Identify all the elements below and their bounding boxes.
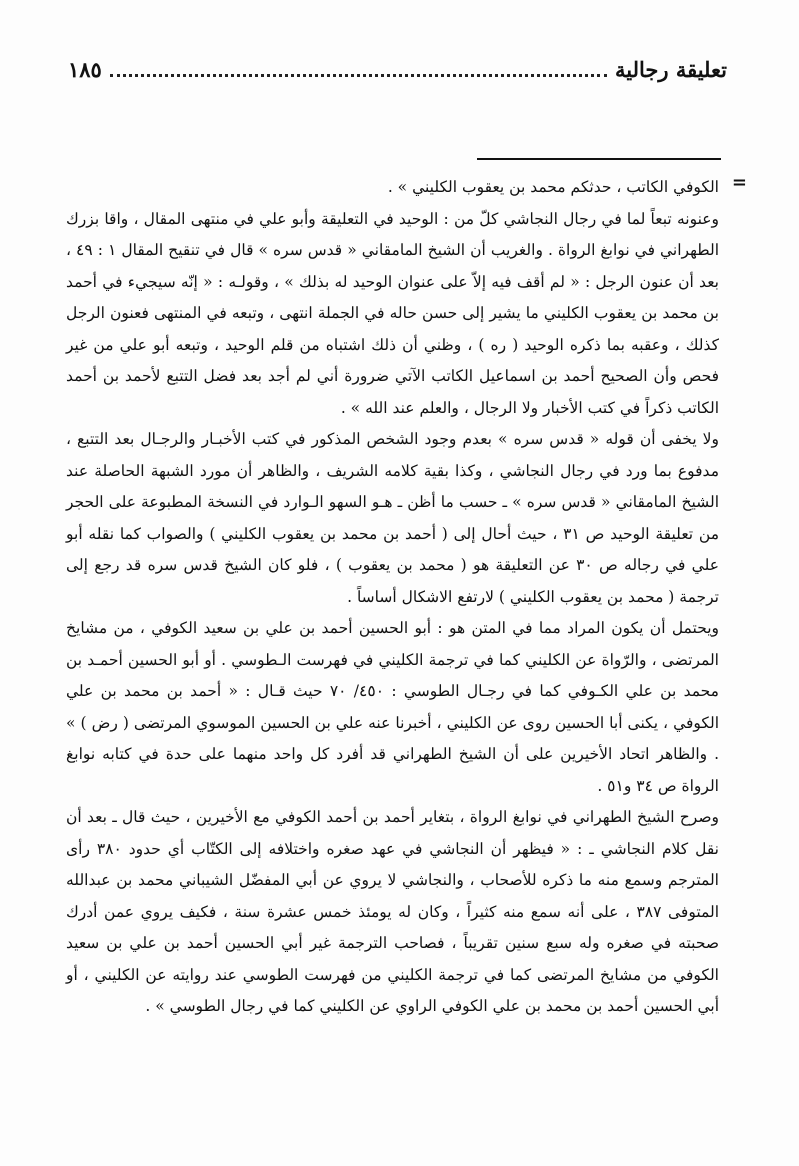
footnote-paragraph: ويحتمل أن يكون المراد مما في المتن هو : أبو الحسين أحمد بن علي بن سعيد الكوفي ، من مشايخ المرتضى ، والرّواة عن الكليني كما في ترجمة الكليني في فهرست الـطوسي . أو أبو الحسين أحمـد بن محمد بن علي الكـوفي كما في رجـال الطوسي : ٤٥٠/ ٧٠ حيث قـال : « أحمد بن محمد بن علي الكوفي ، يكنى أبا الحسين روى عن الكليني ، أخبرنا عنه علي بن الحسين الموسوي المرتضى ( رض ) » . والظاهر اتحاد الأخيرين على أن الشيخ الطهراني قد أفرد كل واحد منهما على حدة في كتابه نوابغ الرواة ص ٣٤ و٥١ . [66, 619, 719, 795]
footnote-paragraph: الكوفي الكاتب ، حدثكم محمد بن يعقوب الكليني » . [387, 178, 719, 196]
page-header [68, 52, 727, 86]
footnote-paragraph: وعنونه تبعاً لما في رجال النجاشي كلّ من : الوحيد في التعليقة وأبو علي في منتهى المقال ، واقا بزرك الطهراني في نوابغ الرواة . والغريب أن الشيخ المامقاني « قدس سره » قال في تنقيح المقال ١ : ٤٩ ، بعد أن عنون الرجل : « لم أقف فيه إلاّ على عنوان الوحيد له بذلك » ، وقولـه : « إنّه سيجيء في أحمد بن محمد بن يعقوب الكليني ما يشير إلى حسن حاله في الجملة انتهى ، وتبعه في المنتهى فعنون الرجل كذلك ، وعقبه بما ذكره الوحيد ( ره ) ، وظني أن ذلك اشتباه من قلم الوحيد ، وتبعه أبو علي من غير فحص وأن الصحيح أحمد بن اسماعيل الكاتب الآتي ضرورة أني لم أجد بعد فضل التتبع لأحمد بن أحمد الكاتب ذكراً في كتب الأخبار ولا الرجال ، والعلم عند الله » . [66, 209, 719, 417]
footnote-paragraph: وصرح الشيخ الطهراني في نوابغ الرواة ، بتغاير أحمد بن أحمد الكوفي مع الأخيرين ، حيث قال ـ بعد أن نقل كلام النجاشي ـ : « فيظهر أن النجاشي في عهد صغره واختلافه إلى الكتّاب أي حدود ٣٨٠ رأى المترجم وسمع منه ما ذكره للأصحاب ، والنجاشي لا يروي عن أبي المفضّل الشيباني محمد بن عبدالله المتوفى ٣٨٧ ، على أنه سمع منه كثيراً ، وكان له يومئذ خمس عشرة سنة ، فكيف يروي عمن أدرك صحبته في صغره وله سبع سنين تقريباً ، فصاحب الترجمة غير أبي الحسين أحمد بن علي بن سعيد الكوفي من مشايخ المرتضى كما في ترجمة الكليني من فهرست الطوسي عند روايته عن الكليني ، أو أبي الحسين أحمد بن محمد بن علي الكوفي الراوي عن الكليني كما في رجال الطوسي » . [66, 808, 719, 1015]
dotted-leader [110, 70, 607, 77]
running-title: تعليقة رجالية [615, 56, 727, 82]
footnote-paragraph: ولا يخفى أن قوله « قدس سره » بعدم وجود الشخص المذكور في كتب الأخبـار والرجـال بعد التتبع ، مدفوع بما ورد في رجال النجاشي ، وكذا بقية كلامه الشريف ، والظاهر أن مورد الشبهة الحاصلة عند الشيخ المامقاني « قدس سره » ـ حسب ما أظن ـ هـو السهو الـوارد في النسخة المطبوعة على الحجر من تعليقة الوحيد ص ٣١ ، حيث أحال إلى ( أحمد بن محمد بن يعقوب الكليني ) والصواب كما نقله أبو علي في رجاله ص ٣٠ عن التعليقة هو ( محمد بن يعقوب ) ، فلو كان الشيخ قدس سره قد رجع إلى ترجمة ( محمد بن يعقوب الكليني ) لارتفع الاشكال أساساً . [66, 430, 720, 606]
page-number: ١٨٥ [68, 56, 102, 82]
footnote-continuation-marker: = [731, 172, 747, 193]
footnote-block [66, 172, 719, 1023]
footnote-separator-rule [477, 158, 721, 160]
